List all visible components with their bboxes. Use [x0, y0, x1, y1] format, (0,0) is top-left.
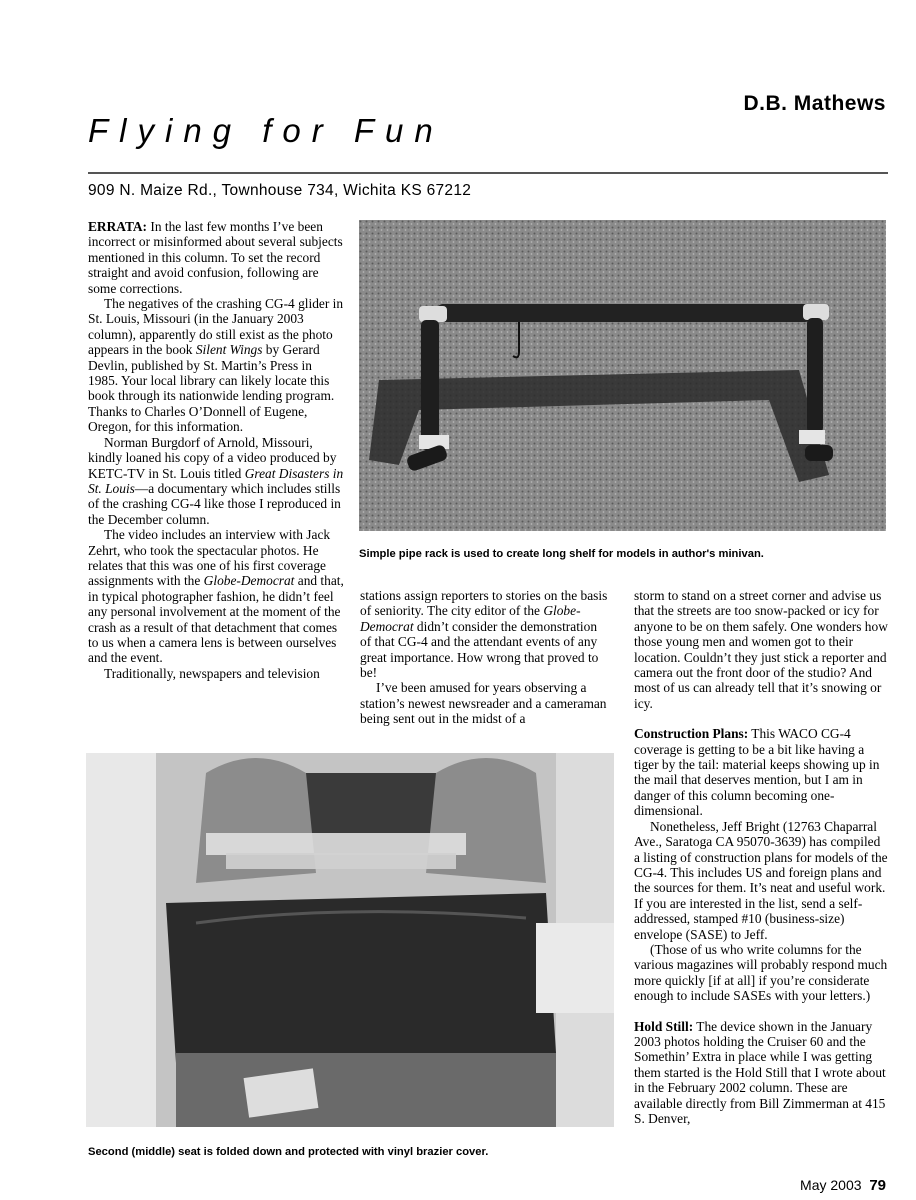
paragraph: Traditionally, newspapers and television [104, 665, 320, 681]
column-title: Flying for Fun [88, 112, 444, 149]
text: The negatives of the crashing CG-4 glider in St. Louis, Missouri (in the January 2003 column), apparently do still exist as the photo appears in the book [88, 296, 344, 358]
construction-plans-paragraph [634, 726, 888, 818]
paragraph [88, 527, 344, 666]
text: by Gerard Devlin, published by St. Martin’s Press in 1985. Your local library can likely locate this book through its nationwide lending program. Thanks to Charles O’Donnell of Eugene, Oregon, for this information. [88, 342, 335, 435]
paragraph: Nonetheless, Jeff Bright (12763 Chaparral Ave., Saratoga CA 95070-3639) has compiled a listing of construction plans for models of the CG-4. This includes US and foreign plans and the sources for them. It’s neat and useful work. If you are interested in the list, send a self-addressed, stamped #10 (business-size) envelope (SASE) to Jeff. [634, 818, 888, 942]
author-name: D.B. Mathews [743, 92, 886, 115]
section-label: Construction Plans: [634, 726, 749, 742]
text: —a documentary which includes stills of the crashing CG-4 like those I reproduced in the December column. [88, 480, 341, 527]
text: didn’t consider the demonstration of that CG-4 and the attendant events of any great importance. How wrong that proved to be! [360, 618, 599, 681]
text: The device shown in the January 2003 photos holding the Cruiser 60 and the Somethin’ Extra in place while I was getting them started is the Hold Still that I wrote about in the February 2002 column. These are available directly from Bill Zimmerman at 415 S. Denver, [634, 1018, 886, 1126]
minivan-caption: Second (middle) seat is folded down and protected with vinyl brazier cover. [88, 1146, 489, 1158]
newspaper-name: Globe-Democrat [203, 573, 295, 589]
column-3 [634, 588, 888, 1126]
page-number: 79 [869, 1177, 886, 1194]
pipe-rack-caption: Simple pipe rack is used to create long shelf for models in author's minivan. [359, 548, 764, 560]
text: This WACO CG-4 coverage is getting to be a bit like having a tiger by the tail: material keeps showing up in the mail that deserves mention, but I am in danger of this column becoming one-dimensional. [634, 726, 880, 819]
text: Norman Burgdorf of Arnold, Missouri, kindly loaned his copy of a video produced by KETC-TV in St. Louis titled [88, 434, 337, 481]
minivan-photo [86, 753, 614, 1127]
errata-text: In the last few months I’ve been incorrect or misinformed about several subjects mentioned in this column. To set the record straight and avoid confusion, following are some corrections. [88, 219, 343, 296]
section-label: Hold Still: [634, 1018, 694, 1034]
paragraph: I’ve been amused for years observing a station’s newest newsreader and a cameraman being sent out in the midst of a [360, 680, 607, 727]
column-2 [360, 588, 610, 727]
text: and that, in typical photographer fashion, he didn’t feel any personal involvement at the moment of the crash as a result of that detachment that comes to us when a camera lens is between ourselves and the event. [88, 573, 344, 666]
header-rule [88, 172, 888, 174]
page-folio [800, 1177, 886, 1194]
pipe-rack-illustration [359, 220, 886, 531]
hold-still-paragraph [634, 1019, 888, 1127]
minivan-illustration [86, 753, 614, 1127]
paragraph [88, 435, 344, 527]
newspaper-name: Globe-Democrat [360, 603, 581, 634]
paragraph [360, 588, 610, 680]
column-1 [88, 219, 344, 681]
paragraph: (Those of us who write columns for the various magazines will probably respond much more quickly [if at all] if you’re considerate enough to include SASEs with your letters.) [634, 941, 888, 1004]
video-title: Great Disasters in St. Louis [88, 465, 344, 496]
book-title: Silent Wings [195, 342, 263, 358]
paragraph [88, 296, 344, 435]
text: The video includes an interview with Jack Zehrt, who took the spectacular photos. He relates that this was one of his first coverage assignments with the [88, 527, 331, 589]
pipe-rack-photo [359, 220, 886, 531]
issue-date: May 2003 [800, 1177, 862, 1193]
errata-label: ERRATA: [88, 219, 148, 234]
author-address: 909 N. Maize Rd., Townhouse 734, Wichita KS 67212 [88, 182, 472, 199]
errata-paragraph [88, 219, 344, 296]
paragraph: storm to stand on a street corner and advise us that the streets are too snow-packed or icy for anyone to be on them safely. One wonders how those young men and women got to their location. Couldn’t they just stick a reporter and camera out the front door of the studio? And most of us can already tell that it’s snowing or icy. [634, 588, 888, 711]
text: stations assign reporters to stories on the basis of seniority. The city editor of the [360, 588, 608, 619]
